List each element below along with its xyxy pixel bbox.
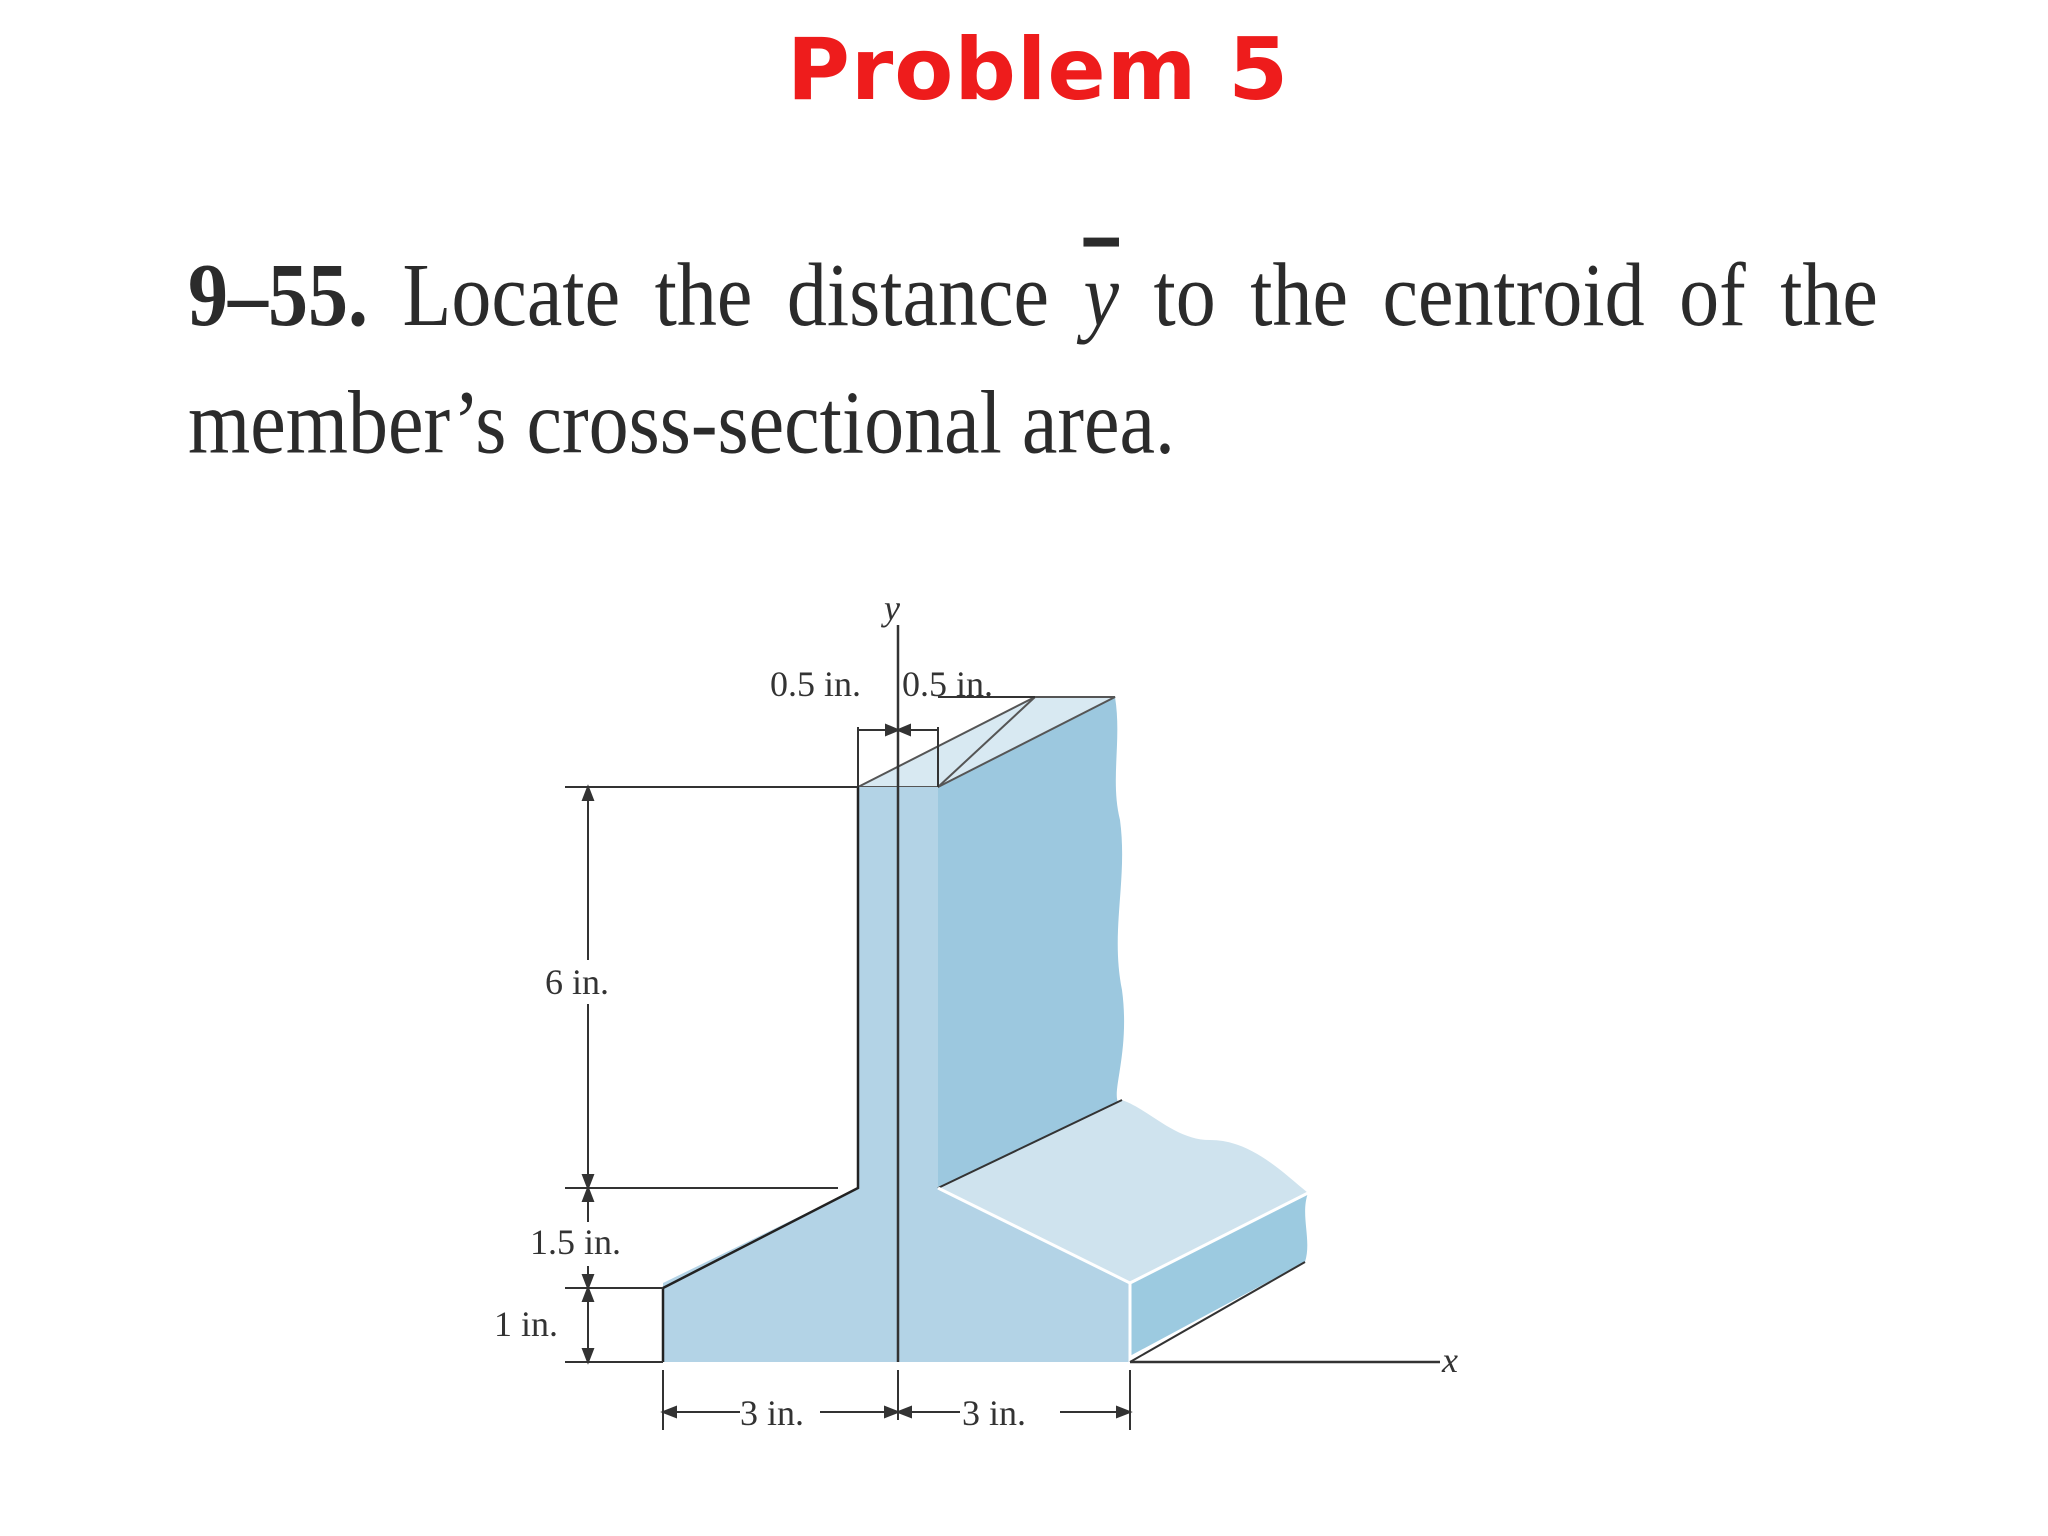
problem-number: 9–55. <box>188 246 368 346</box>
problem-word: Locate <box>402 246 621 346</box>
dim-label-top-left: 0.5 in. <box>770 664 862 704</box>
dim-label-bottom-right: 3 in. <box>962 1393 1027 1433</box>
x-axis-label: x <box>1442 1340 1458 1380</box>
problem-line-2: member’s cross-sectional area. <box>188 374 1175 473</box>
problem-word: to <box>1153 246 1216 346</box>
problem-word: of <box>1679 246 1746 346</box>
problem-word: the <box>1780 246 1878 346</box>
problem-word: centroid <box>1382 246 1645 346</box>
problem-word: the <box>1250 246 1348 346</box>
y-axis-label: y <box>884 588 900 628</box>
dim-label-bottom-left: 3 in. <box>740 1393 805 1433</box>
dim-label-top-right: 0.5 in. <box>902 664 994 704</box>
y-bar-symbol: $\overline{y}$ <box>1083 246 1119 346</box>
dim-label-flange: 1 in. <box>494 1304 559 1344</box>
problem-word: distance <box>786 246 1049 346</box>
problem-word: the <box>654 246 753 346</box>
page-title: Problem 5 <box>786 20 1290 120</box>
dim-label-web-height: 6 in. <box>545 962 610 1002</box>
dim-label-slope: 1.5 in. <box>530 1222 622 1262</box>
